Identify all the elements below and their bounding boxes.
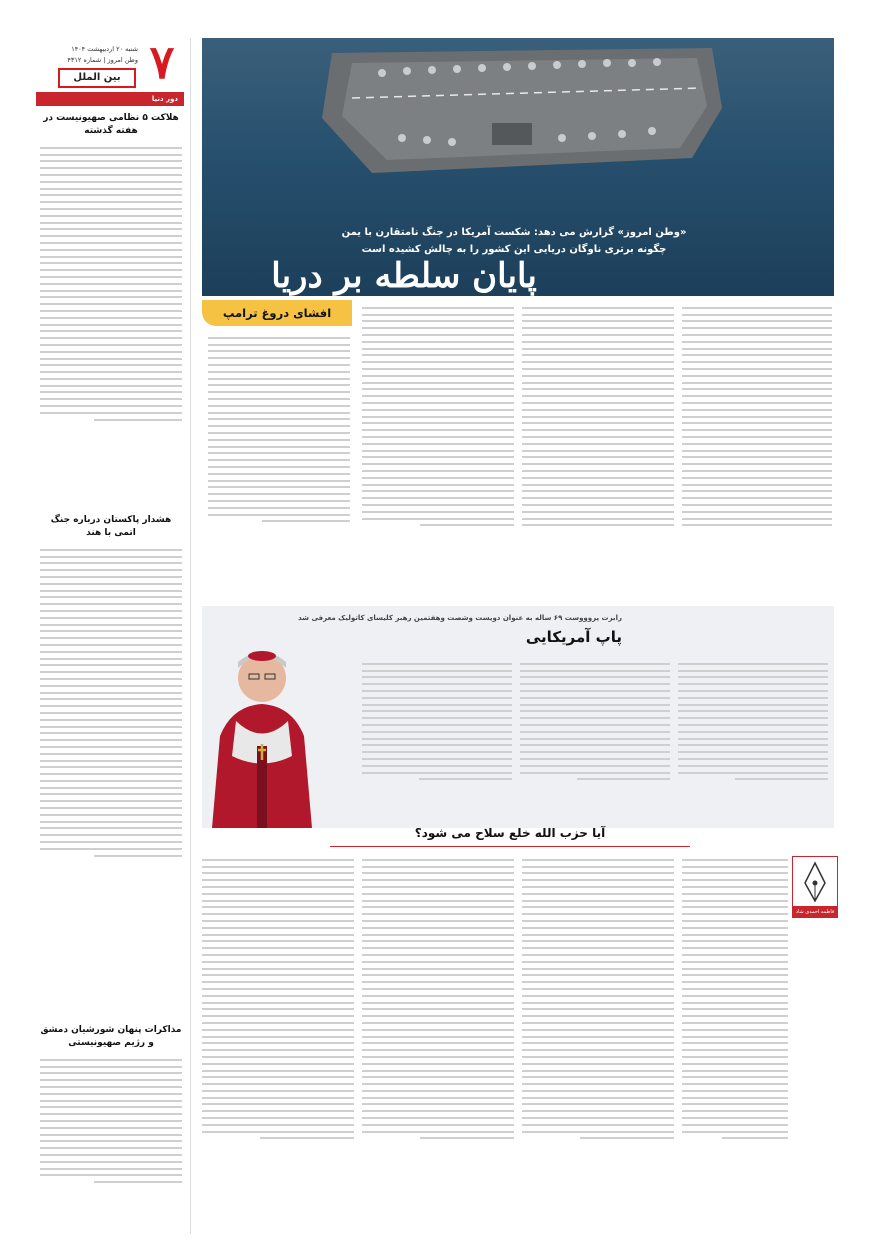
sidebar-ribbon: دور دنیا: [36, 92, 184, 106]
hezbollah-title-underline: [330, 846, 690, 847]
author-pen-icon: [792, 856, 838, 908]
aircraft-carrier-illustration: [312, 38, 732, 188]
issue-date: شنبه ۲۰ اردیبهشت ۱۴۰۴: [71, 45, 138, 53]
hezbollah-col2: [522, 854, 674, 1232]
issue-number: وطن امروز | شماره ۴۳۱۲: [67, 56, 138, 64]
issue-info: [38, 44, 138, 66]
hero-title: پایان سلطه بر دریا: [271, 256, 537, 296]
hero-kicker-line1: «وطن امروز» گزارش می دهد: شکست آمریکا در جنگ نامتقارن با یمن: [341, 227, 687, 238]
pope-col3: [362, 658, 512, 822]
page-number: ۷: [149, 35, 175, 89]
trump-box: [202, 300, 352, 596]
pope-col1: [678, 658, 828, 822]
section-label: بین الملل: [58, 68, 136, 88]
sidebar-item1-title: هلاکت ۵ نظامی صهیونیست در هفته گذشته: [43, 113, 179, 136]
pope-portrait: [202, 626, 322, 828]
sidebar-item1-body: [40, 142, 182, 502]
pope-article-kicker: رابرت پروووست ۶۹ ساله به عنوان دویست وشصت وهفتمین رهبر کلیسای کاتولیک معرفی شد: [298, 614, 622, 622]
hezbollah-col3: [362, 854, 514, 1232]
sidebar-divider: [190, 38, 191, 1234]
pope-article-title: پاپ آمریکایی: [525, 628, 622, 646]
sidebar-item2-title: هشدار پاکستان درباره جنگ اتمی با هند: [50, 515, 172, 538]
sidebar-item3-body: [40, 1054, 182, 1234]
trump-box-title: افشای دروغ ترامپ: [202, 300, 352, 326]
hero-kicker: [234, 224, 794, 258]
main-article-col3: [362, 302, 514, 598]
sidebar-item2-body: [40, 544, 182, 952]
hero-image: [202, 38, 834, 296]
main-article-col2: [522, 302, 674, 598]
main-article-col1: [682, 302, 832, 598]
author-name: فاطمه احمدی شاد: [792, 906, 838, 918]
pen-nib-icon: [793, 857, 837, 907]
hero-kicker-line2: چگونه برتری ناوگان دریایی این کشور را به چالش کشیده است: [361, 244, 667, 255]
hezbollah-col4: [202, 854, 354, 1232]
trump-box-body: [208, 332, 350, 590]
sidebar-item3-title: مذاکرات پنهان شورشیان دمشق و رژیم صهیونیستی: [40, 1025, 182, 1048]
masthead: [36, 35, 184, 89]
pope-col2: [520, 658, 670, 822]
hezbollah-col1: [682, 854, 788, 1232]
pope-article: [202, 606, 834, 828]
hezbollah-article-title: آیا حزب الله خلع سلاح می شود؟: [414, 826, 606, 840]
